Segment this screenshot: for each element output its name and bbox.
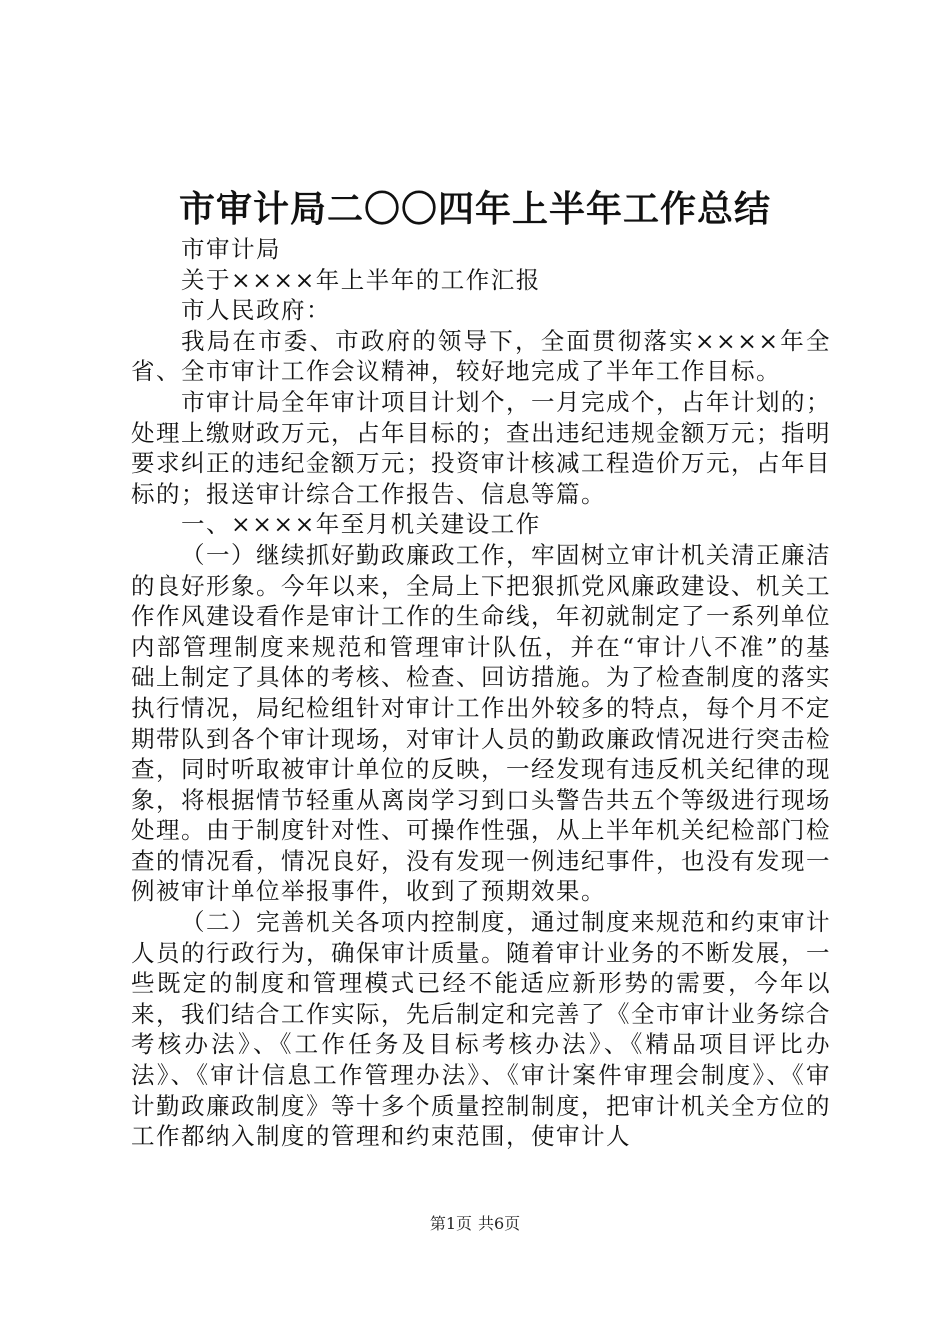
document-body — [131, 234, 831, 1152]
page-footer — [0, 1213, 950, 1235]
paragraph-intro: 我局在市委、市政府的领导下，全面贯彻落实××××年全省、全市审计工作会议精神，较好地完成了半年工作目标。 — [131, 326, 831, 386]
paragraph-subject: 关于××××年上半年的工作汇报 — [181, 265, 541, 294]
section-heading: 一、××××年至月机关建设工作 — [181, 510, 541, 539]
paragraph-addressee: 市人民政府： — [181, 296, 331, 325]
paragraph-section-2: （二）完善机关各项内控制度，通过制度来规范和约束审计人员的行政行为，确保审计质量。随着审计业务的不断发展，一些既定的制度和管理模式已经不能适应新形势的需要，今年以来，我们结合工作实际，先后制定和完善了《全市审计业务综合考核办法》、《工作任务及目标考核办法》、《精品项目评比办法》、《审计信息工作管理办法》、《审计案件审理会制度》、《审计勤政廉政制度》等十多个质量控制制度，把审计机关全方位的工作都纳入制度的管理和约束范围，使审计人 — [131, 908, 831, 1151]
page-total: 共6页 — [478, 1214, 521, 1233]
paragraph-summary: 市审计局全年审计项目计划个，一月完成个，占年计划的；处理上缴财政万元，占年目标的；查出违纪违规金额万元；指明要求纠正的违纪金额万元；投资审计核减工程造价万元，占年目标的；报送审计综合工作报告、信息等篇。 — [131, 387, 831, 508]
paragraph-author: 市审计局 — [181, 235, 281, 263]
document-title: 市审计局二〇〇四年上半年工作总结 — [178, 188, 771, 230]
page-number: 第1页 — [429, 1214, 472, 1233]
paragraph-section-1: （一）继续抓好勤政廉政工作，牢固树立审计机关清正廉洁的良好形象。今年以来，全局上下把狠抓党风廉政建设、机关工作作风建设看作是审计工作的生命线，年初就制定了一系列单位内部管理制度来规范和管理审计队伍，并在“审计八不准”的基础上制定了具体的考核、检查、回访措施。为了检查制度的落实执行情况，局纪检组针对审计工作出外较多的特点，每个月不定期带队到各个审计现场，对审计人员的勤政廉政情况进行突击检查，同时听取被审计单位的反映，一经发现有违反机关纪律的现象，将根据情节轻重从离岗学习到口头警告共五个等级进行现场处理。由于制度针对性、可操作性强，从上半年机关纪检部门检查的情况看，情况良好，没有发现一例违纪事件，也没有发现一例被审计单位举报事件，收到了预期效果。 — [131, 540, 831, 906]
